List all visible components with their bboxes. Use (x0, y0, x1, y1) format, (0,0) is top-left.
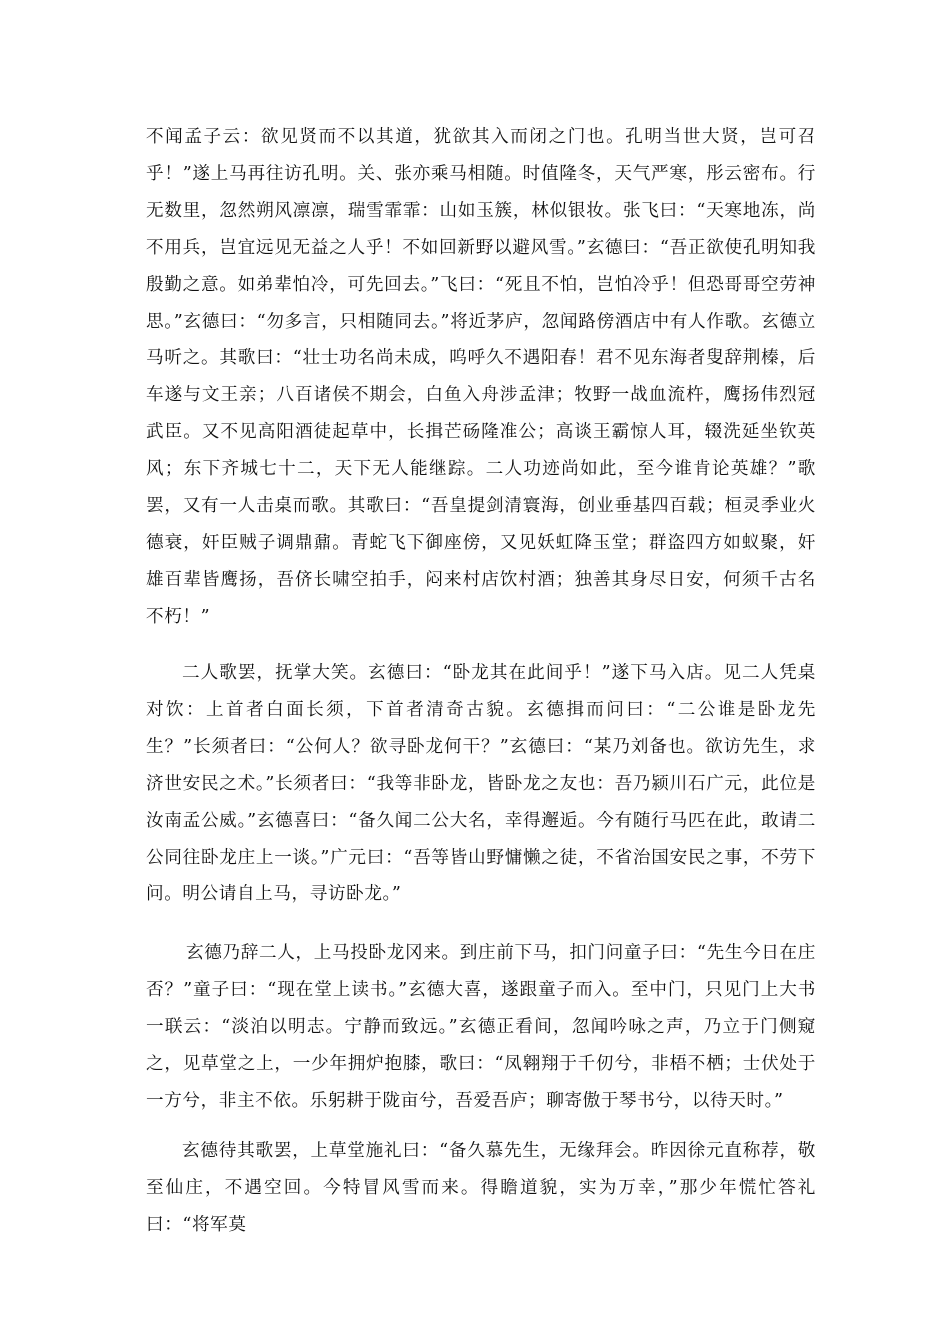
paragraph-3: 玄德乃辞二人，上马投卧龙冈来。到庄前下马，扣门问童子曰：“先生今日在庄否？”童子曰：“现在堂上读书。”玄德大喜，遂跟童子而入。至中门，只见门上大书一联云：“淡泊以明志。宁静而致远。”玄德正看间，忽闻吟咏之声，乃立于门侧窥之，见草堂之上，一少年拥炉抱膝，歌曰：“凤翱翔于千仞兮，非梧不栖；士伏处于一方兮，非主不依。乐躬耕于陇亩兮，吾爱吾庐；聊寄傲于琴书兮，以待天时。” (146, 943, 816, 1111)
paragraph-4: 玄德待其歌罢，上草堂施礼曰：“备久慕先生，无缘拜会。昨因徐元直称荐，敬至仙庄，不遇空回。今特冒风雪而来。得瞻道貌，实为万幸，”那少年慌忙答礼曰：“将军莫 (146, 1141, 816, 1235)
paragraph-1: 不闻孟子云：欲见贤而不以其道，犹欲其入而闭之门也。孔明当世大贤，岂可召乎！”遂上马再往访孔明。关、张亦乘马相随。时值隆冬，天气严寒，彤云密布。行无数里，忽然朔风凛凛，瑞雪霏霏：山如玉簇，林似银妆。张飞曰：“天寒地冻，尚不用兵，岂宜远见无益之人乎！不如回新野以避风雪。”玄德曰：“吾正欲使孔明知我殷勤之意。如弟辈怕冷，可先回去。”飞曰：“死且不怕，岂怕冷乎！但恐哥哥空劳神思。”玄德曰：“勿多言，只相随同去。”将近茅庐，忽闻路傍酒店中有人作歌。玄德立马听之。其歌曰：“壮士功名尚未成，呜呼久不遇阳春！君不见东海者叟辞荆榛，后车遂与文王亲；八百诸侯不期会，白鱼入舟涉孟津；牧野一战血流杵，鹰扬伟烈冠武臣。又不见高阳酒徒起草中，长揖芒砀隆准公；高谈王霸惊人耳，辍洗延坐钦英风；东下齐城七十二，天下无人能继踪。二人功迹尚如此，至今谁肯论英雄？”歌罢，又有一人击桌而歌。其歌曰：“吾皇提剑清寰海，创业垂基四百载；桓灵季业火德衰，奸臣贼子调鼎鼐。青蛇飞下御座傍，又见妖虹降玉堂；群盗四方如蚁聚，奸雄百辈皆鹰扬，吾侪长啸空拍手，闷来村店饮村酒；独善其身尽日安，何须千古名不朽！” (146, 127, 816, 627)
paragraph-2: 二人歌罢，抚掌大笑。玄德曰：“卧龙其在此间乎！”遂下马入店。见二人凭桌对饮：上首者白面长须，下首者清奇古貌。玄德揖而问曰：“二公谁是卧龙先生？”长须者曰：“公何人？欲寻卧龙何干？”玄德曰：“某乃刘备也。欲访先生，求济世安民之术。”长须者曰：“我等非卧龙，皆卧龙之友也：吾乃颍川石广元，此位是汝南孟公威。”玄德喜曰：“备久闻二公大名，幸得邂逅。今有随行马匹在此，敢请二公同往卧龙庄上一谈。”广元曰：“吾等皆山野慵懒之徒，不省治国安民之事，不劳下问。明公请自上马，寻访卧龙。” (146, 663, 816, 905)
